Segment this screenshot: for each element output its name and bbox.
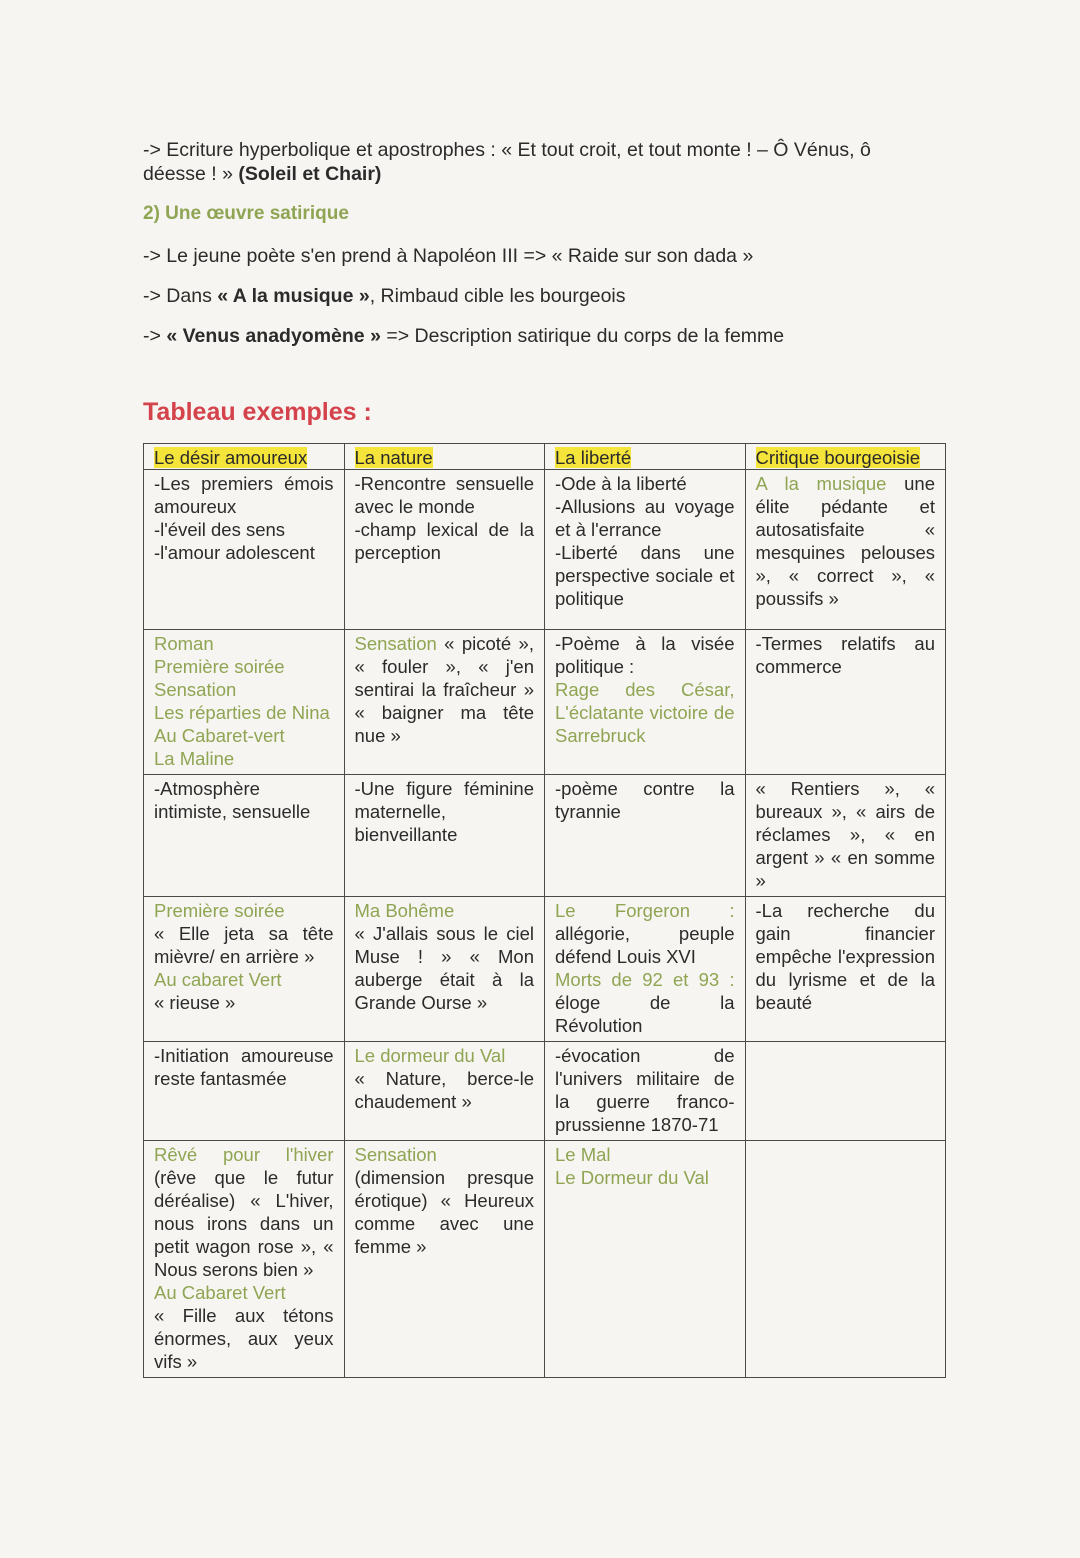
header-critique	[745, 444, 946, 470]
poem-title: Le Dormeur du Val	[555, 1167, 709, 1188]
table-cell	[144, 775, 345, 897]
poem-title: Rage des César, L'éclatante victoire de Sarrebruck	[555, 679, 735, 746]
cell-text: -Initiation amoureuse reste fantasmée	[154, 1045, 334, 1089]
cell-line	[756, 632, 936, 678]
table-body	[144, 470, 946, 1378]
cell-line	[555, 777, 735, 823]
table-cell	[745, 1141, 946, 1378]
cell-line	[355, 922, 535, 1014]
poem-title: Sensation	[354, 633, 437, 654]
table-row	[144, 1141, 946, 1378]
cell-text: « Rentiers », « bureaux », « airs de réclames », « en argent » « en somme »	[755, 778, 935, 891]
cell-line	[355, 1166, 535, 1258]
cell-text: « picoté », « fouler », « j'en sentirai la fraîcheur » « baigner ma tête nue »	[354, 633, 534, 746]
cell-line	[154, 777, 334, 823]
cell-line	[154, 655, 334, 678]
cell-line	[355, 1044, 535, 1067]
poem-title: Au Cabaret Vert	[154, 1282, 286, 1303]
poem-title: Le dormeur du Val	[354, 1045, 506, 1066]
cell-line	[154, 922, 334, 968]
cell-line	[154, 632, 334, 655]
cell-line	[154, 1044, 334, 1090]
cell-line	[355, 899, 535, 922]
table-row	[144, 1042, 946, 1141]
poem-title: Roman	[154, 633, 214, 654]
cell-text: (rêve que le futur déréalise) « L'hiver, nous irons dans un petit wagon rose », « Nous serons bien »	[154, 1167, 334, 1280]
table-cell	[745, 470, 946, 630]
cell-line	[756, 899, 936, 1014]
poem-title: Première soirée	[154, 900, 285, 921]
header-liberte-label: La liberté	[555, 447, 632, 468]
cell-line	[555, 899, 735, 968]
table-cell	[545, 470, 746, 630]
cell-line	[355, 518, 535, 564]
cell-text: -évocation de l'univers militaire de la guerre franco-prussienne 1870-71	[555, 1045, 735, 1135]
cell-line	[355, 1143, 535, 1166]
cell-text: (dimension presque érotique) « Heureux comme avec une femme »	[354, 1167, 534, 1257]
cell-text: -Rencontre sensuelle avec le monde	[354, 473, 534, 517]
cell-line	[154, 1281, 334, 1304]
cell-line	[355, 632, 535, 747]
bullet3-post: => Description satirique du corps de la femme	[380, 325, 785, 347]
cell-text: « Fille aux tétons énormes, aux yeux vifs »	[154, 1305, 334, 1372]
cell-line	[154, 472, 334, 518]
table-cell	[344, 1042, 545, 1141]
cell-text: -Liberté dans une perspective sociale et politique	[555, 542, 735, 609]
intro-line-2-text: déesse ! »	[143, 163, 239, 185]
cell-line	[154, 541, 334, 564]
table-row	[144, 897, 946, 1042]
header-nature	[344, 444, 545, 470]
cell-text: -poème contre la tyrannie	[555, 778, 735, 822]
section-title-satire: 2) Une œuvre satirique	[143, 203, 349, 224]
bullet2-post: , Rimbaud cible les bourgeois	[369, 285, 626, 307]
intro-line-1-text: -> Ecriture hyperbolique et apostrophes : « Et tout croit, et tout monte ! – Ô Vénus, ô	[143, 139, 871, 161]
cell-line	[154, 747, 334, 770]
table-cell	[144, 630, 345, 775]
cell-line	[555, 472, 735, 495]
poem-title: Rêvé pour l'hiver	[154, 1144, 334, 1165]
cell-text: « Elle jeta sa tête mièvre/ en arrière »	[154, 923, 334, 967]
table-title: Tableau exemples :	[143, 398, 372, 426]
header-desir	[144, 444, 345, 470]
cell-text: -Poème à la visée politique :	[555, 633, 735, 677]
table-cell	[144, 1141, 345, 1378]
cell-line	[355, 472, 535, 518]
table-row	[144, 470, 946, 630]
poem-ref-soleil-et-chair: (Soleil et Chair)	[238, 163, 382, 185]
table-cell	[545, 1042, 746, 1141]
poem-title: Sensation	[354, 1144, 437, 1165]
bullet-venus	[143, 324, 784, 348]
table-cell	[144, 897, 345, 1042]
cell-text: éloge de la Révolution	[555, 992, 735, 1036]
cell-text: une élite pédante et autosatisfaite « mesquines pelouses », « correct », « poussifs »	[755, 473, 935, 609]
cell-line	[154, 899, 334, 922]
table-cell	[545, 630, 746, 775]
poem-title: A la musique	[755, 473, 887, 494]
table-header-row	[144, 444, 946, 470]
cell-text: allégorie, peuple défend Louis XVI	[555, 923, 735, 967]
cell-line	[154, 678, 334, 701]
cell-line	[154, 1304, 334, 1373]
cell-text: -l'éveil des sens	[154, 519, 286, 540]
cell-line	[154, 724, 334, 747]
cell-text: -Allusions au voyage et à l'errance	[555, 496, 735, 540]
cell-text: « Nature, berce-le chaudement »	[354, 1068, 534, 1112]
header-liberte	[545, 444, 746, 470]
poem-title: Au Cabaret-vert	[154, 725, 285, 746]
cell-line	[555, 632, 735, 678]
cell-line	[756, 777, 936, 892]
cell-text: -Atmosphère intimiste, sensuelle	[154, 778, 311, 822]
cell-text: -La recherche du gain financier empêche l'expression du lyrisme et de la beauté	[755, 900, 935, 1013]
table-cell	[745, 1042, 946, 1141]
cell-line	[355, 777, 535, 846]
bullet-napoleon: -> Le jeune poète s'en prend à Napoléon III => « Raide sur son dada »	[143, 245, 754, 267]
cell-text: -Termes relatifs au commerce	[755, 633, 935, 677]
cell-line	[154, 518, 334, 541]
cell-text: -Une figure féminine maternelle, bienveillante	[354, 778, 534, 845]
poem-title: Morts de 92 et 93 :	[555, 969, 735, 990]
intro-line-1	[143, 138, 871, 162]
poem-title: Les réparties de Nina	[154, 702, 330, 723]
bullet2-bold: « A la musique »	[217, 285, 370, 307]
header-nature-label: La nature	[354, 447, 433, 468]
intro-line-2	[143, 162, 381, 186]
header-critique-label: Critique bourgeoisie	[755, 447, 921, 468]
bullet3-pre: ->	[143, 325, 167, 347]
poem-title: Au cabaret Vert	[154, 969, 282, 990]
poem-title: Première soirée	[154, 656, 285, 677]
table-cell	[344, 630, 545, 775]
cell-text: « J'allais sous le ciel Muse ! » « Mon auberge était à la Grande Ourse »	[354, 923, 534, 1013]
cell-line	[154, 701, 334, 724]
table-row	[144, 775, 946, 897]
cell-text: -Ode à la liberté	[555, 473, 687, 494]
poem-title: Le Forgeron :	[555, 900, 735, 921]
cell-line	[154, 991, 334, 1014]
cell-line	[756, 472, 936, 610]
table-cell	[545, 1141, 746, 1378]
cell-line	[555, 1143, 735, 1166]
table-row	[144, 630, 946, 775]
poem-title: Le Mal	[555, 1144, 611, 1165]
cell-text: -l'amour adolescent	[154, 542, 315, 563]
poem-title: La Maline	[154, 748, 235, 769]
cell-line	[555, 1166, 735, 1189]
table-cell	[344, 775, 545, 897]
table-cell	[344, 897, 545, 1042]
cell-line	[154, 968, 334, 991]
poem-title: Ma Bohême	[354, 900, 455, 921]
bullet3-bold: « Venus anadyomène »	[166, 325, 381, 347]
bullet-a-la-musique	[143, 284, 626, 308]
cell-line	[555, 968, 735, 1037]
table-cell	[344, 470, 545, 630]
cell-text: -champ lexical de la perception	[354, 519, 534, 563]
cell-line	[555, 541, 735, 610]
cell-line	[555, 1044, 735, 1136]
poem-title: Sensation	[154, 679, 237, 700]
cell-line	[355, 1067, 535, 1113]
table-cell	[344, 1141, 545, 1378]
table-cell	[745, 630, 946, 775]
table-cell	[144, 470, 345, 630]
table-cell	[144, 1042, 345, 1141]
table-cell	[545, 897, 746, 1042]
table-cell	[745, 897, 946, 1042]
cell-line	[154, 1143, 334, 1281]
cell-line	[555, 495, 735, 541]
header-desir-label: Le désir amoureux	[154, 447, 308, 468]
table-cell	[745, 775, 946, 897]
cell-line	[555, 678, 735, 747]
examples-table	[143, 443, 946, 1378]
bullet2-pre: -> Dans	[143, 285, 218, 307]
table-cell	[545, 775, 746, 897]
cell-text: « rieuse »	[154, 992, 236, 1013]
cell-text: -Les premiers émois amoureux	[154, 473, 334, 517]
